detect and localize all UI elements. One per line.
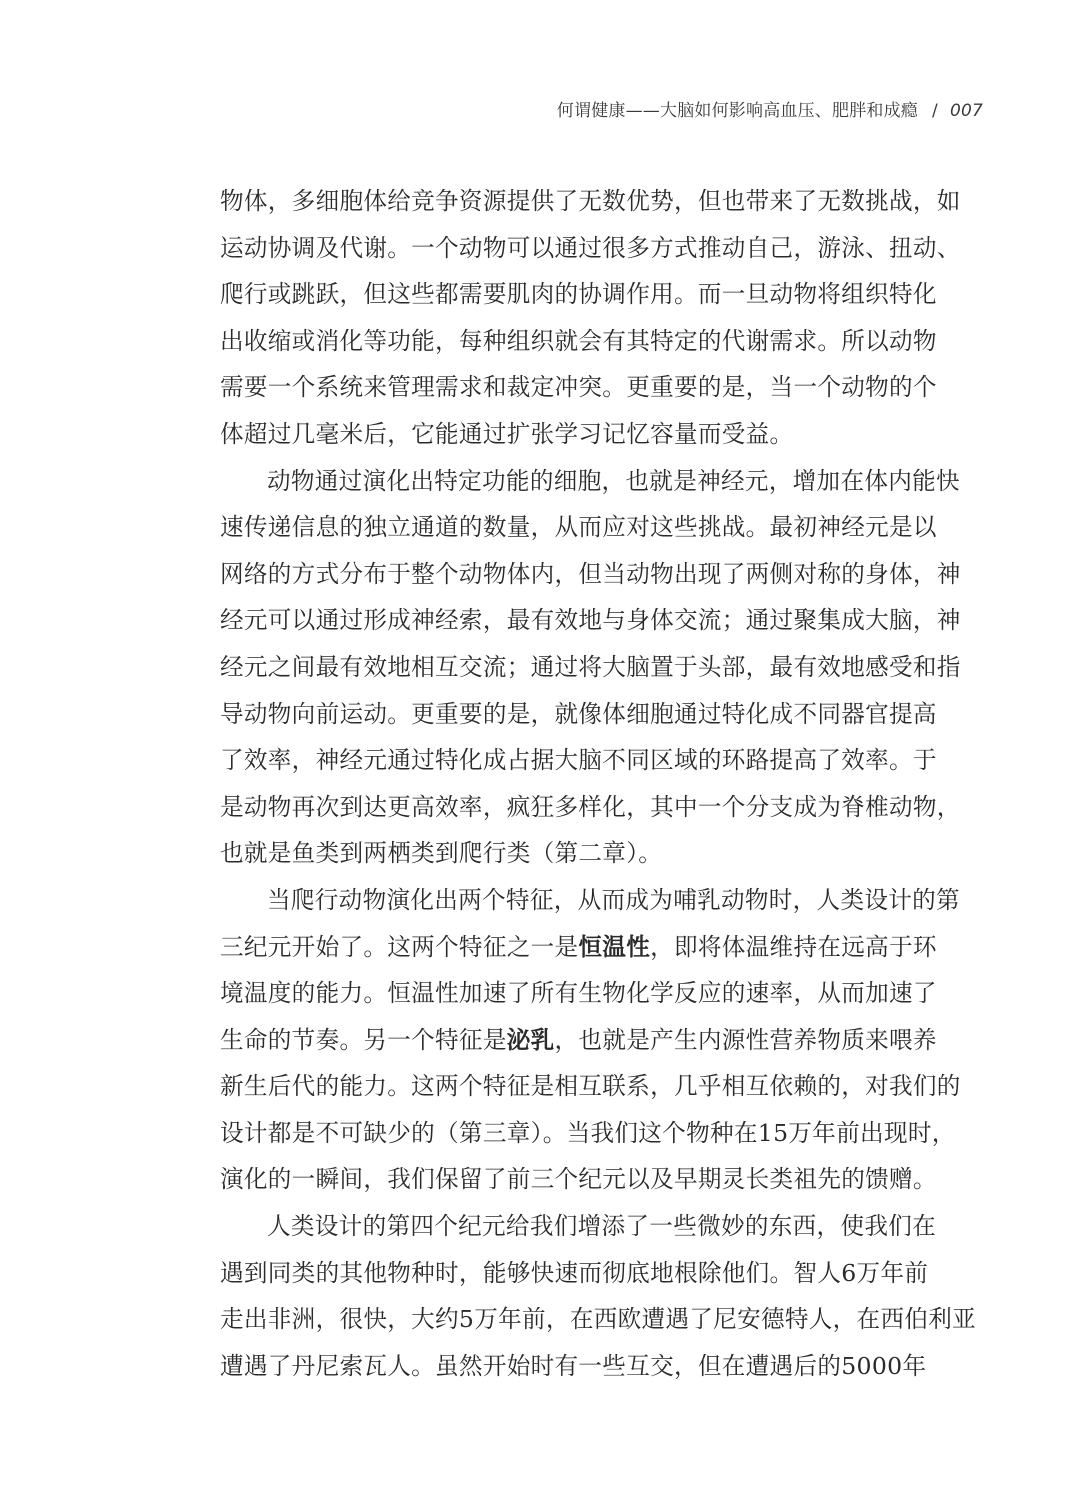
- bold-term-homeothermy: 恒温性: [578, 932, 651, 961]
- book-title: 何谓健康——大脑如何影响高血压、肥胖和成瘾: [556, 101, 918, 121]
- text-line: 遇到同类的其他物种时，能够快速而彻底地根除他们。智人6万年前: [220, 1258, 929, 1287]
- text-line: 运动协调及代谢。一个动物可以通过很多方式推动自己，游泳、扭动、: [220, 233, 961, 262]
- text-line: 是动物再次到达更高效率，疯狂多样化，其中一个分支成为脊椎动物，: [220, 792, 961, 821]
- text-line-with-bold: [220, 1017, 937, 1064]
- text-line: 出收缩或消化等功能，每种组织就会有其特定的代谢需求。所以动物: [220, 326, 937, 355]
- text-segment: 三纪元开始了。这两个特征之一是: [220, 932, 579, 961]
- paragraph-2: [220, 458, 961, 877]
- text-line: 导动物向前运动。更重要的是，就像体细胞通过特化成不同器官提高: [220, 699, 937, 728]
- text-line: 速传递信息的独立通道的数量，从而应对这些挑战。最初神经元是以: [220, 513, 937, 542]
- text-line: 走出非洲，很快，大约5万年前，在西欧遭遇了尼安德特人，在西伯利亚: [220, 1305, 977, 1334]
- text-line: 当爬行动物演化出两个特征，从而成为哺乳动物时，人类设计的第: [267, 885, 960, 914]
- text-line: 人类设计的第四个纪元给我们增添了一些微妙的东西，使我们在: [267, 1212, 937, 1241]
- paragraph-4: [220, 1203, 977, 1389]
- text-line: 需要一个系统来管理需求和裁定冲突。更重要的是，当一个动物的个: [220, 373, 937, 402]
- text-line: 动物通过演化出特定功能的细胞，也就是神经元，增加在体内能快: [267, 466, 960, 495]
- text-line: 爬行或跳跃，但这些都需要肌肉的协调作用。而一旦动物将组织特化: [220, 280, 937, 309]
- text-line-with-bold: [220, 924, 937, 971]
- text-line: 网络的方式分布于整个动物体内，但当动物出现了两侧对称的身体，神: [220, 559, 961, 588]
- text-line: 经元可以通过形成神经索，最有效地与身体交流；通过聚集成大脑，神: [220, 606, 961, 635]
- running-head: [557, 96, 983, 121]
- text-segment: 生命的节奏。另一个特征是: [220, 1025, 507, 1054]
- paragraph-1: [220, 178, 961, 458]
- text-segment: ，即将体温维持在远高于环: [650, 932, 937, 961]
- text-line: 物体，多细胞体给竞争资源提供了无数优势，但也带来了无数挑战，如: [220, 187, 961, 215]
- text-line: 新生后代的能力。这两个特征是相互联系，几乎相互依赖的，对我们的: [220, 1072, 961, 1101]
- text-line: 了效率，神经元通过特化成占据大脑不同区域的环路提高了效率。于: [220, 746, 937, 775]
- text-line: 设计都是不可缺少的（第三章）。当我们这个物种在15万年前出现时，: [220, 1118, 956, 1147]
- text-line: 境温度的能力。恒温性加速了所有生物化学反应的速率，从而加速了: [220, 979, 937, 1008]
- text-line: 遭遇了丹尼索瓦人。虽然开始时有一些互交，但在遭遇后的5000年: [220, 1351, 927, 1380]
- paragraph-3: [220, 877, 961, 1203]
- bold-term-lactation: 泌乳: [506, 1025, 555, 1054]
- text-line: 也就是鱼类到两栖类到爬行类（第二章）。: [220, 839, 663, 868]
- page-number: 007: [949, 101, 983, 121]
- text-segment: ，也就是产生内源性营养物质来喂养: [554, 1025, 937, 1054]
- text-line: 演化的一瞬间，我们保留了前三个纪元以及早期灵长类祖先的馈赠。: [220, 1165, 937, 1194]
- text-line: 经元之间最有效地相互交流；通过将大脑置于头部，最有效地感受和指: [220, 652, 961, 681]
- header-separator: /: [932, 101, 938, 121]
- text-line: 体超过几毫米后，它能通过扩张学习记忆容量而受益。: [220, 419, 794, 448]
- body-text: [220, 178, 977, 1389]
